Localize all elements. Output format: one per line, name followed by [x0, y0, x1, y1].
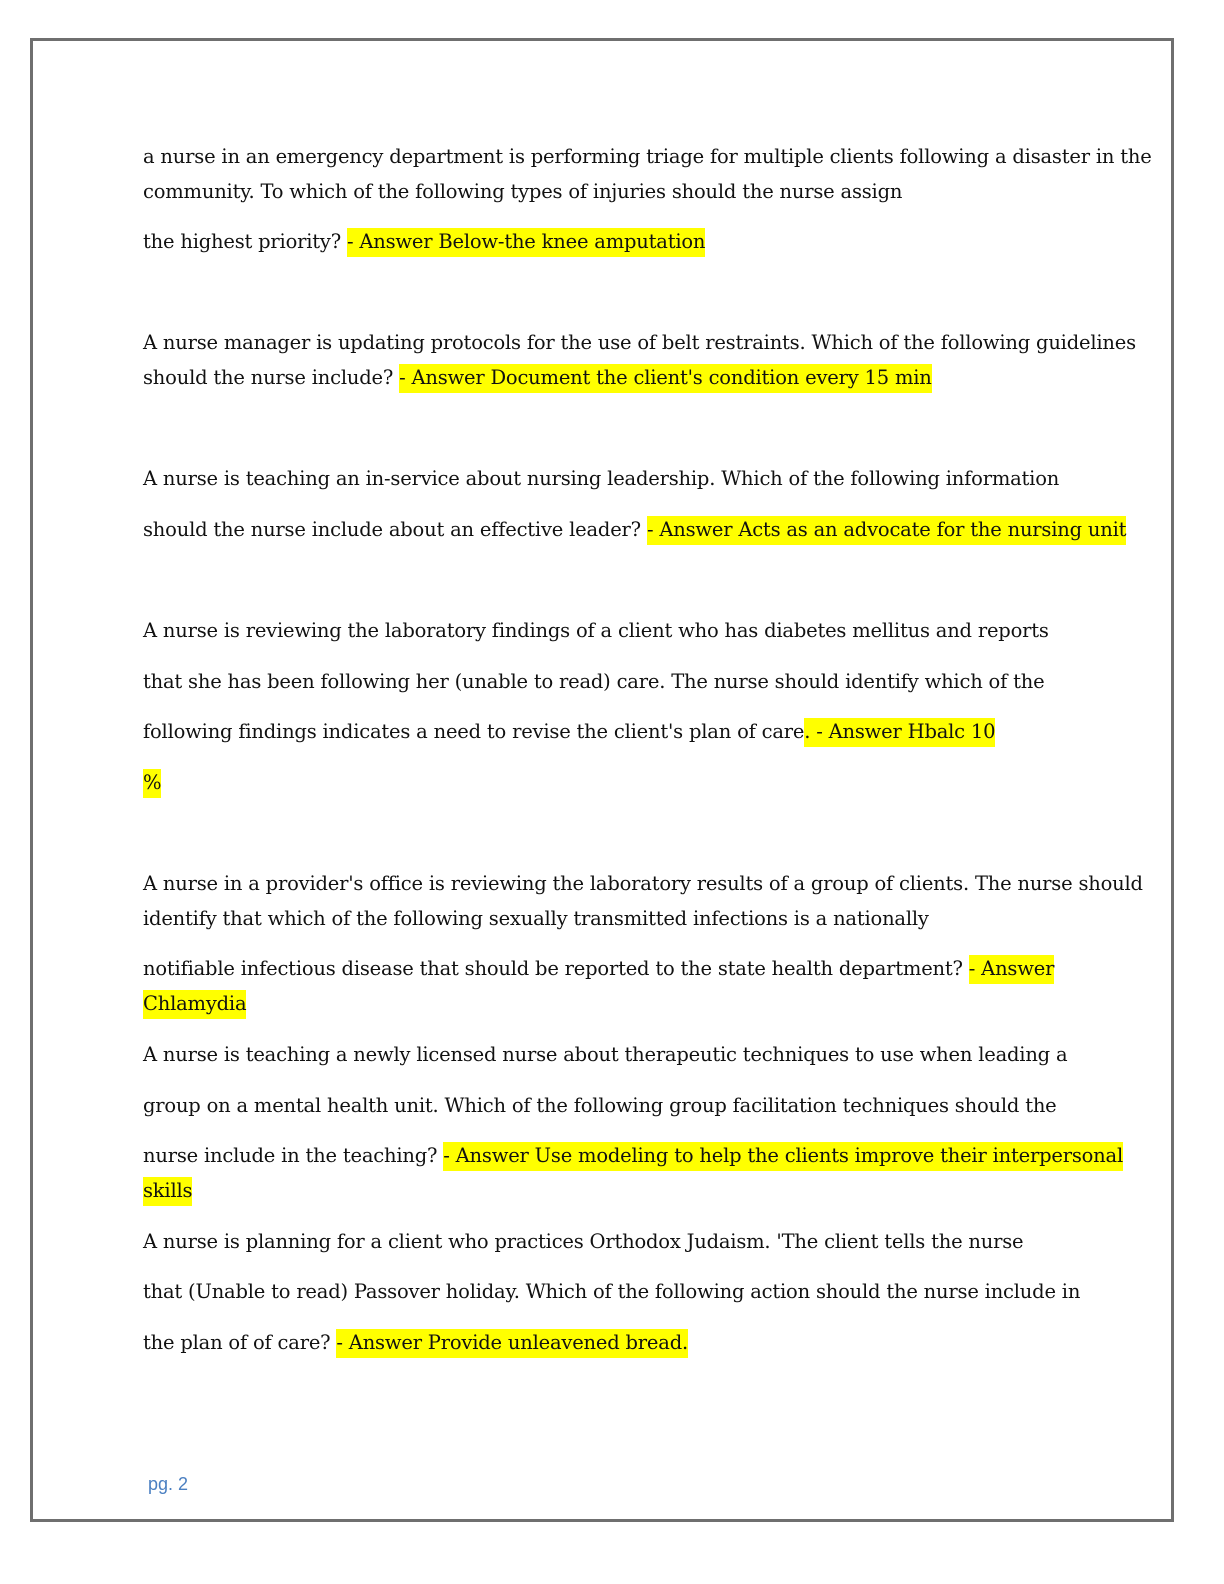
- question-6-line-2: group on a mental health unit. Which of the following group facilitation techniques should the: [143, 1094, 1057, 1117]
- answer-6-highlight: - Answer Use modeling to help the clients improve their interpersonal: [443, 1142, 1123, 1171]
- question-7-line-2: that (Unable to read) Passover holiday. Which of the following action should the nurse include in: [143, 1280, 1081, 1303]
- question-6-line-3: nurse include in the teaching? - Answer Use modeling to help the clients improve their interpersonal: [143, 1142, 1123, 1170]
- answer-4-continued-highlight: %: [143, 769, 161, 798]
- question-6-answer-continued: [143, 1177, 192, 1205]
- question-6-line-1: A nurse is teaching a newly licensed nurse about therapeutic techniques to use when leading a: [143, 1043, 1068, 1066]
- question-2-line-1: A nurse manager is updating protocols for the use of belt restraints. Which of the following guidelines: [143, 331, 1136, 354]
- answer-1-highlight: - Answer Below-the knee amputation: [347, 228, 705, 257]
- question-2-line-2: should the nurse include? - Answer Document the client's condition every 15 min: [143, 364, 932, 392]
- answer-3-highlight: - Answer Acts as an advocate for the nursing unit: [647, 516, 1126, 545]
- question-4-line-2: that she has been following her (unable to read) care. The nurse should identify which of the: [143, 670, 1045, 693]
- question-4-answer-continued: [143, 769, 161, 797]
- question-3-line-2: should the nurse include about an effective leader? - Answer Acts as an advocate for the nursing unit: [143, 516, 1126, 544]
- question-1-line-3: the highest priority? - Answer Below-the knee amputation: [143, 228, 705, 256]
- answer-5-highlight: - Answer: [969, 955, 1054, 984]
- question-7-line-1: A nurse is planning for a client who practices Orthodox Judaism. 'The client tells the nurse: [143, 1230, 1024, 1253]
- page-number: pg. 2: [148, 1474, 189, 1494]
- question-1-line-1: a nurse in an emergency department is performing triage for multiple clients following a disaster in the: [143, 145, 1152, 168]
- answer-7-highlight: - Answer Provide unleavened bread.: [336, 1329, 688, 1358]
- question-5-line-1: A nurse in a provider's office is reviewing the laboratory results of a group of clients. The nurse should: [143, 872, 1143, 895]
- question-4-line-3: following findings indicates a need to revise the client's plan of care. - Answer Hbalc 10: [143, 718, 995, 746]
- question-4-line-1: A nurse is reviewing the laboratory findings of a client who has diabetes mellitus and reports: [143, 619, 1049, 642]
- question-5-line-2: identify that which of the following sexually transmitted infections is a nationally: [143, 907, 929, 930]
- question-5-answer-continued: [143, 990, 246, 1018]
- answer-6-continued-highlight: skills: [143, 1177, 192, 1206]
- question-3-line-1: A nurse is teaching an in-service about nursing leadership. Which of the following information: [143, 467, 1060, 490]
- answer-2-highlight: - Answer Document the client's condition every 15 min: [399, 364, 932, 393]
- answer-4-highlight: . - Answer Hbalc 10: [804, 718, 995, 747]
- question-7-line-3: the plan of of care? - Answer Provide unleavened bread.: [143, 1329, 688, 1357]
- question-1-line-2: community. To which of the following types of injuries should the nurse assign: [143, 180, 903, 203]
- question-5-line-3: notifiable infectious disease that should be reported to the state health department? - Answer: [143, 955, 1054, 983]
- answer-5-continued-highlight: Chlamydia: [143, 990, 246, 1019]
